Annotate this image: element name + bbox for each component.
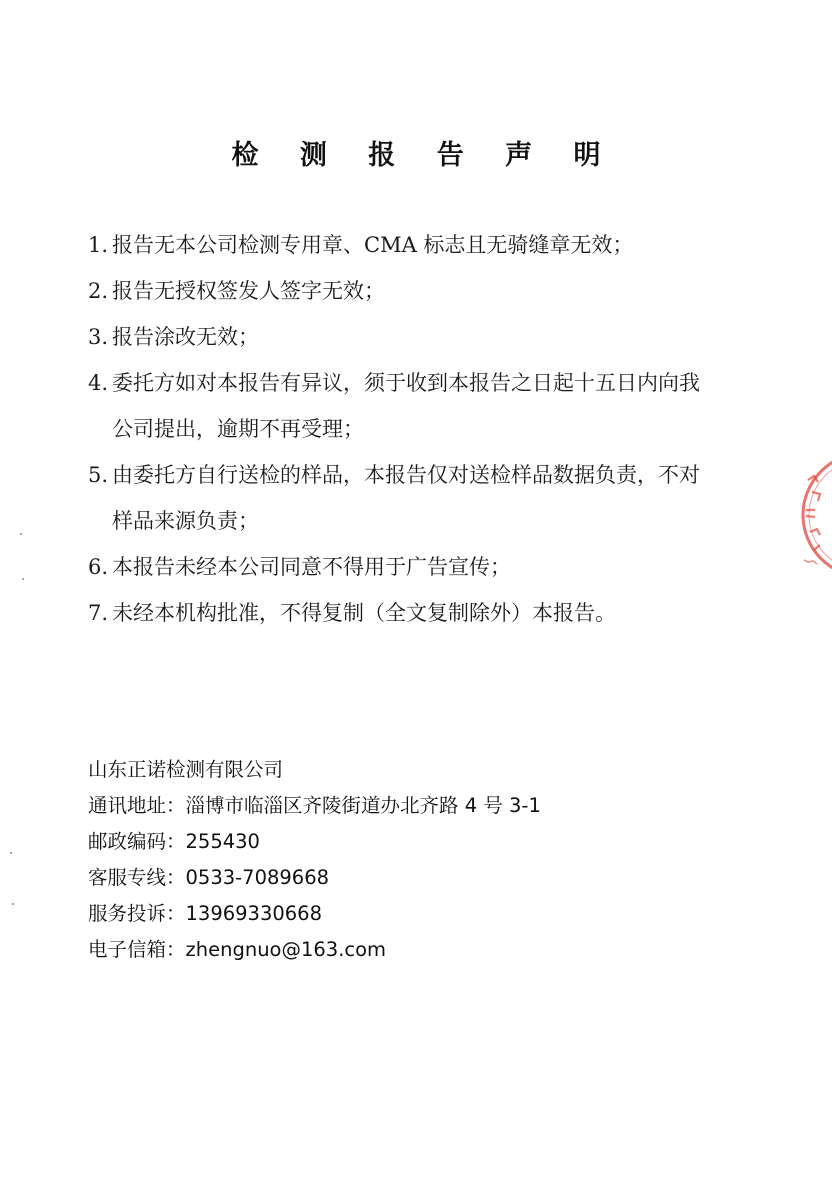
address-row	[88, 788, 728, 824]
postcode-label: 邮政编码：	[88, 830, 186, 853]
statement-item	[88, 360, 758, 406]
complaint-label: 服务投诉：	[88, 902, 186, 925]
statement-item	[88, 544, 758, 590]
statement-item	[88, 314, 758, 360]
scan-speck	[12, 903, 14, 905]
complaint-value: 13969330668	[185, 902, 322, 925]
statement-number: 1.	[88, 233, 109, 257]
statement-item	[88, 268, 758, 314]
company-name: 山东正诺检测有限公司	[88, 758, 284, 781]
company-seal-icon	[790, 440, 832, 590]
statement-text: 本报告未经本公司同意不得用于广告宣传；	[112, 555, 511, 579]
statement-continuation: 样品来源负责；	[112, 509, 259, 533]
scan-speck	[22, 578, 24, 580]
statement-text: 委托方如对本报告有异议，须于收到本报告之日起十五日内向我	[112, 371, 700, 395]
statement-text: 报告无本公司检测专用章、CMA 标志且无骑缝章无效；	[112, 233, 634, 257]
address-value: 淄博市临淄区齐陵街道办北齐路 4 号 3-1	[185, 794, 541, 817]
postcode-row	[88, 824, 728, 860]
statement-number: 6.	[88, 555, 109, 579]
statement-text: 报告无授权签发人签字无效；	[112, 279, 385, 303]
statement-list	[88, 222, 758, 636]
statement-text: 由委托方自行送检的样品，本报告仅对送检样品数据负责，不对	[112, 463, 700, 487]
email-row	[88, 932, 728, 968]
statement-text: 报告涂改无效；	[112, 325, 259, 349]
page-title: 检 测 报 告 声 明	[231, 140, 617, 171]
statement-text: 未经本机构批准，不得复制（全文复制除外）本报告。	[112, 601, 616, 625]
service-label: 客服专线：	[88, 866, 186, 889]
statement-number: 3.	[88, 325, 109, 349]
complaint-row	[88, 896, 728, 932]
email-value: zhengnuo@163.com	[185, 938, 387, 961]
email-label: 电子信箱：	[88, 938, 186, 961]
scan-speck	[10, 852, 12, 854]
address-label: 通讯地址：	[88, 794, 186, 817]
company-info	[88, 752, 728, 968]
service-row	[88, 860, 728, 896]
statement-number: 2.	[88, 279, 109, 303]
statement-number: 5.	[88, 463, 109, 487]
statement-item	[88, 452, 758, 498]
statement-number: 7.	[88, 601, 109, 625]
scan-speck	[20, 533, 22, 535]
statement-item	[88, 590, 758, 636]
statement-continuation: 公司提出，逾期不再受理；	[112, 417, 364, 441]
postcode-value: 255430	[185, 830, 260, 853]
service-value: 0533-7089668	[185, 866, 330, 889]
statement-item	[88, 222, 758, 268]
statement-number: 4.	[88, 371, 109, 395]
